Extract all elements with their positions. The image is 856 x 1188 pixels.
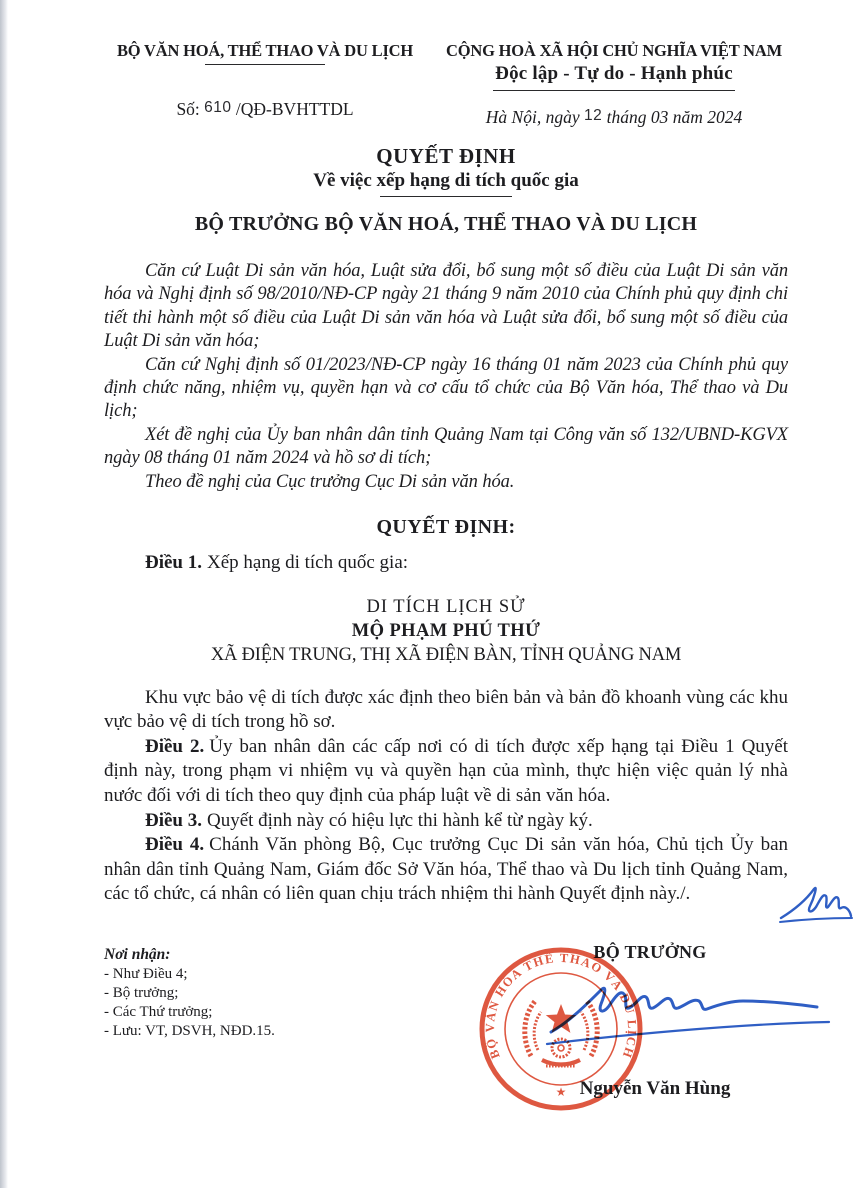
date-day: 12 bbox=[583, 107, 603, 124]
article-2-label: Điều 2. bbox=[145, 735, 205, 757]
place-and-date bbox=[440, 107, 788, 128]
article-3 bbox=[104, 809, 788, 834]
scan-edge-artifact bbox=[0, 0, 8, 1188]
document-content bbox=[104, 40, 788, 1041]
issuing-agency-name: BỘ VĂN HOÁ, THỂ THAO VÀ DU LỊCH bbox=[116, 41, 414, 60]
article-3-label: Điều 3. bbox=[145, 809, 202, 831]
signer-name: Nguyễn Văn Hùng bbox=[579, 1078, 731, 1099]
document-number bbox=[104, 99, 426, 120]
document-subject: Về việc xếp hạng di tích quốc gia bbox=[313, 170, 579, 191]
date-prefix: Hà Nội, ngày bbox=[485, 107, 580, 127]
title-block bbox=[104, 144, 788, 237]
article-2-text: Ủy ban nhân dân các cấp nơi có di tích được xếp hạng tại Điều 1 Quyết định này, trong phạm vi nhiệm vụ và quyền hạn của mình, thực hiện việc quản lý nhà nước đối với di tích theo quy định của pháp luật về di sản văn hóa. bbox=[104, 735, 789, 807]
site-type: DI TÍCH LỊCH SỬ bbox=[366, 596, 526, 617]
preamble-paragraph: Căn cứ Nghị định số 01/2023/NĐ-CP ngày 16 tháng 01 năm 2023 của Chính phủ quy định chức năng, nhiệm vụ, quyền hạn và cơ cấu tổ chức của Bộ Văn hóa, Thể thao và Du lịch; bbox=[104, 354, 788, 422]
recipient-item: - Các Thứ trưởng; bbox=[104, 1004, 213, 1020]
recipient-item: - Bộ trưởng; bbox=[104, 985, 179, 1001]
article-4-label: Điều 4. bbox=[145, 834, 205, 856]
article-1-label: Điều 1. bbox=[145, 552, 202, 574]
subject-underline bbox=[380, 196, 512, 197]
number-label: Số: bbox=[176, 99, 200, 119]
recipient-item: - Lưu: VT, DSVH, NĐD.15. bbox=[104, 1023, 275, 1039]
national-header-block bbox=[440, 40, 788, 128]
issuing-authority-title: BỘ TRƯỞNG BỘ VĂN HOÁ, THỂ THAO VÀ DU LỊCH bbox=[194, 213, 698, 235]
recipients-block bbox=[104, 945, 424, 1041]
site-location: XÃ ĐIỆN TRUNG, THỊ XÃ ĐIỆN BÀN, TỈNH QUẢNG NAM bbox=[210, 644, 682, 665]
motto-underline bbox=[493, 90, 735, 91]
national-motto: Độc lập - Tự do - Hạnh phúc bbox=[495, 63, 733, 84]
agency-underline bbox=[205, 64, 325, 65]
number-value: 610 bbox=[204, 99, 232, 116]
article-4-text: Chánh Văn phòng Bộ, Cục trưởng Cục Di sản văn hóa, Chủ tịch Ủy ban nhân dân tỉnh Quảng Nam, Giám đốc Sở Văn hóa, Thể thao và Du lịch tỉnh Quảng Nam, các tổ chức, cá nhân có liên quan chịu trách nhiệm thi hành Quyết định này./. bbox=[104, 834, 789, 905]
stamp-star-glyph: ★ bbox=[555, 1085, 567, 1099]
article-1 bbox=[104, 551, 788, 576]
national-title: CỘNG HOÀ XÃ HỘI CHỦ NGHĨA VIỆT NAM bbox=[446, 41, 782, 60]
document-header bbox=[104, 40, 788, 128]
stamp-rim-text: BỘ VĂN HÓA THỂ THAO VÀ DU LỊCH bbox=[482, 950, 640, 1061]
preamble-paragraph: Theo đề nghị của Cục trưởng Cục Di sản văn hóa. bbox=[145, 471, 515, 492]
preamble-section bbox=[104, 260, 788, 494]
site-name: MỘ PHẠM PHÚ THỨ bbox=[351, 620, 541, 641]
article-3-text: Quyết định này có hiệu lực thi hành kể từ ngày ký. bbox=[207, 809, 593, 831]
recipients-label: Nơi nhận: bbox=[104, 946, 171, 963]
heritage-site-block bbox=[104, 595, 788, 667]
paraph-signature-mark bbox=[778, 878, 854, 936]
preamble-paragraph: Xét đề nghị của Ủy ban nhân dân tỉnh Quảng Nam tại Công văn số 132/UBND-KGVX ngày 08 tháng 01 năm 2024 và hồ sơ di tích; bbox=[104, 424, 788, 469]
article-1-text: Xếp hạng di tích quốc gia: bbox=[207, 552, 409, 574]
decision-heading: QUYẾT ĐỊNH: bbox=[376, 516, 516, 539]
document-type-title: QUYẾT ĐỊNH bbox=[376, 144, 516, 168]
signer-title: BỘ TRƯỞNG bbox=[593, 942, 707, 962]
signature-block bbox=[455, 938, 855, 1168]
date-rest: tháng 03 năm 2024 bbox=[606, 107, 743, 127]
number-suffix: /QĐ-BVHTTDL bbox=[235, 99, 354, 119]
stamp-national-emblem bbox=[525, 1000, 597, 1066]
issuing-agency-block bbox=[104, 40, 426, 128]
protection-paragraph: Khu vực bảo vệ di tích được xác định theo biên bản và bản đồ khoanh vùng các khu vực bảo vệ di tích trong hồ sơ. bbox=[104, 686, 788, 733]
preamble-paragraph: Căn cứ Luật Di sản văn hóa, Luật sửa đổi, bổ sung một số điều của Luật Di sản văn hóa và Nghị định số 98/2010/NĐ-CP ngày 21 tháng 9 năm 2010 của Chính phủ quy định chi tiết thi hành một số điều của Luật Di sản văn hóa và Luật sửa đổi, bổ sung một số điều của Luật Di sản văn hóa; bbox=[104, 261, 788, 352]
article-2 bbox=[104, 735, 788, 809]
recipient-item: - Như Điều 4; bbox=[104, 966, 188, 982]
article-4 bbox=[104, 833, 788, 907]
